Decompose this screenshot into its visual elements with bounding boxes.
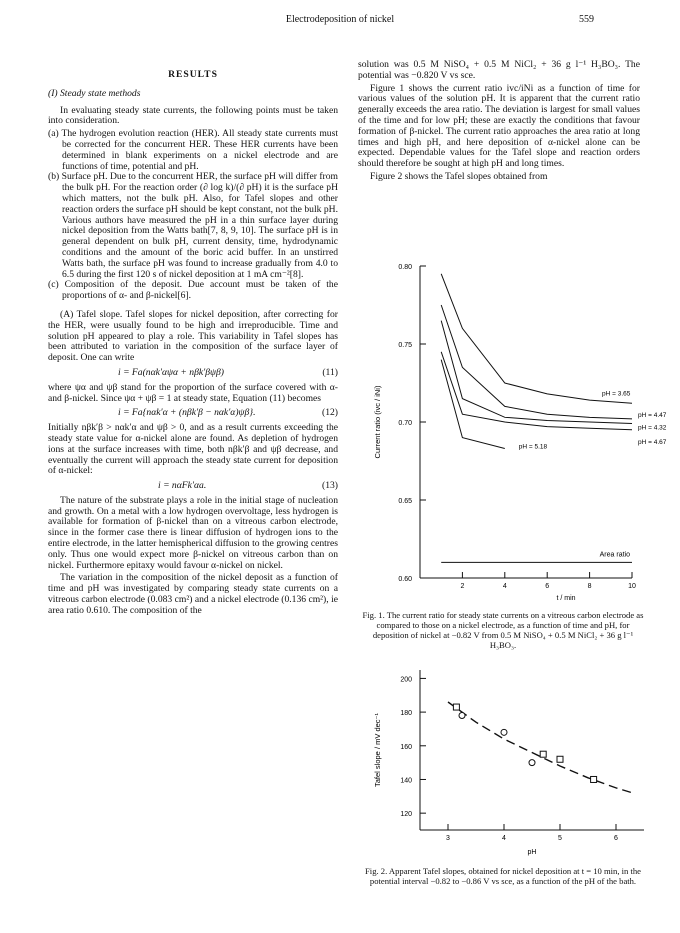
equation-11: i = Fa(nαk′αψα + nβk′βψβ) (11) [118,366,338,378]
circle-point [501,729,507,735]
x-tick-label: 4 [502,835,506,842]
series-line [441,274,632,403]
square-point [453,704,459,710]
subsection-title: (I) Steady state methods [48,87,141,99]
area-ratio-label: Area ratio [599,551,630,559]
figure-1-caption: Fig. 1. The current ratio for steady state currents on a vitreous carbon electrode as compared to those on a nickel electrode, as a function of time and pH, for deposition of nickel at −0.82 V from 0.5 M NiSO₄ + 0.5 M NiCl₂ + 36 g l⁻¹ H₃BO₃. [362,610,644,650]
figure-2-caption: Fig. 2. Apparent Tafel slopes, obtained for nickel deposition at t = 10 min, in the potential interval −0.82 to −0.86 V vs sce, as a function of the pH of the bath. [365,866,641,886]
y-tick-label: 0.65 [398,498,412,505]
series-line [441,360,505,449]
page-header [0,14,680,30]
equation-13: i = nαFk′αa. (13) [158,480,338,492]
series-line [441,321,632,424]
square-point [540,751,546,757]
section-title: RESULTS [168,69,218,80]
intro-paragraph: In evaluating steady state currents, the following points must be taken into consideration. [48,104,338,127]
running-title: Electrodeposition of nickel [285,14,395,25]
square-point [557,756,563,762]
tafel-paragraph: (A) Tafel slope. Tafel slopes for nickel deposition, after correcting for the HER, were usually found to be high and irreproducible. Time and solution pH appeared to play a role. This variability in Tafel slopes has been attributed to variation in the composition of the surface layer of deposit. One can write [48,308,338,364]
y-tick-label: 0.75 [398,342,412,349]
fig2-paragraph: Figure 2 shows the Tafel slopes obtained from [370,170,548,182]
series-label: pH = 3.65 [602,390,631,398]
y-axis-label: Tafel slope / mV dec⁻¹ [373,713,382,787]
x-tick-label: 6 [614,835,618,842]
series-label: pH = 4.32 [638,424,667,432]
item-c: (c) Composition of the deposit. Due account must be taken of the proportions of α- and β-nickel[6]. [48,279,338,302]
y-tick-label: 140 [400,777,412,785]
substrate-paragraph: The nature of the substrate plays a role in the initial stage of nucleation and growth. On a metal with a low hydrogen overvoltage, less hydrogen is available for formation of β-nickel than on a vitreous carbon electrode, since in the former case there is linear diffusion of hydrogen ions to the entire electrode, in the latter hemispherical diffusion to the growing centres only. Thus one would expect more β-nickel on vitreous carbon than on nickel. Furthermore epitaxy would favour α-nickel on nickel. [48,494,338,571]
right-column-text [358,60,640,185]
figure-2 [354,660,654,860]
y-axis-label: Current ratio (ivc / iNi) [373,385,382,459]
square-point [591,776,597,782]
x-tick-label: 6 [545,583,550,590]
y-tick-label: 200 [400,676,412,684]
left-column [48,60,338,619]
y-tick-label: 0.60 [398,576,412,583]
figure-1 [354,256,667,606]
y-tick-label: 0.70 [398,420,412,427]
y-tick-label: 120 [400,811,412,819]
equation-12: i = Fa{nαk′α + (nβk′β − nαk′α)ψβ}. (12) [118,407,338,419]
after-eq12: Initially nβk′β > nαk′α and ψβ > 0, and as a result currents exceeding the steady state value for α-nickel alone are found. As depletion of hydrogen ions at the surface increases with time, both nβk′β and ψβ decrease, and eventually the current will approach the steady state current for deposition of α-nickel: [48,422,338,477]
fig1-paragraph: Figure 1 shows the current ratio ivc/iNi as a function of time for various values of the solution pH. It is apparent that the current ratio generally exceeds the area ratio. The deviation is largest for small values of the time and for low pH; these are exactly the conditions that favour formation of β-nickel. The current ratio approaches the area ratio at long times and high pH, and here deposition of α-nickel alone can be expected. Dependable values for the Tafel slope and reaction orders should therefore be sought at high pH and long times. [358,82,640,170]
x-tick-label: 3 [446,835,450,842]
x-tick-label: 8 [587,583,592,590]
x-tick-label: 10 [628,583,636,590]
y-tick-label: 160 [400,743,412,751]
item-b: (b) Surface pH. Due to the concurrent HER, the surface pH will differ from the bulk pH. For the reaction order (∂ log k)/(∂ pH) it is the surface pH which matters, not the bulk pH. Also, for Tafel slopes and other reaction orders the surface pH should be kept constant, not the bulk pH. Various authors have measured the pH in a thin surface layer during nickel deposition from the Watts bath[7, 8, 9, 10]. The surface pH is in general dependent on bulk pH, current density, time, hydrodynamic conditions and the amount of the boric acid buffer. In an unstirred Watts bath, the surface pH was found to increase gradually from 4.0 to 6.5 during the first 120 s of nickel deposition at 1 mA cm⁻²[8]. [48,171,338,280]
series-label: pH = 4.67 [638,438,667,446]
fit-curve [448,702,633,793]
figure-2-chart [354,660,654,860]
circle-point [459,712,465,718]
x-tick-label: 2 [460,583,465,590]
series-label: pH = 4.47 [638,411,667,419]
after-eq11: where ψα and ψβ stand for the proportion of the surface covered with α- and β-nickel. Since ψα + ψβ = 1 at steady state, Equation (11) becomes [48,381,338,404]
y-tick-label: 180 [400,710,412,718]
variation-paragraph: The variation in the composition of the nickel deposit as a function of time and pH was investigated by comparing steady state currents on a vitreous carbon electrode (0.083 cm²) and a nickel electrode (0.136 cm²), ie area ratio 0.610. The composition of the [48,572,338,616]
series-label: pH = 5.18 [518,443,548,451]
x-axis-label: pH [527,849,537,856]
x-tick-label: 4 [502,583,507,590]
circle-point [529,760,535,766]
item-a: (a) The hydrogen evolution reaction (HER). All steady state currents must be corrected for the concurrent HER. These HER currents have been determined in blank experiments on a nickel electrode and are functions of time, potential and pH. [48,128,338,172]
x-tick-label: 5 [558,835,562,842]
figure-1-chart [354,256,667,606]
page-number: 559 [579,14,594,25]
y-tick-label: 0.80 [398,264,412,271]
continued-paragraph: solution was 0.5 M NiSO₄ + 0.5 M NiCl₂ + 36 g l⁻¹ H₃BO₃. The potential was −0.820 V vs sce. [358,59,640,81]
x-axis-label: t / min [556,595,576,602]
